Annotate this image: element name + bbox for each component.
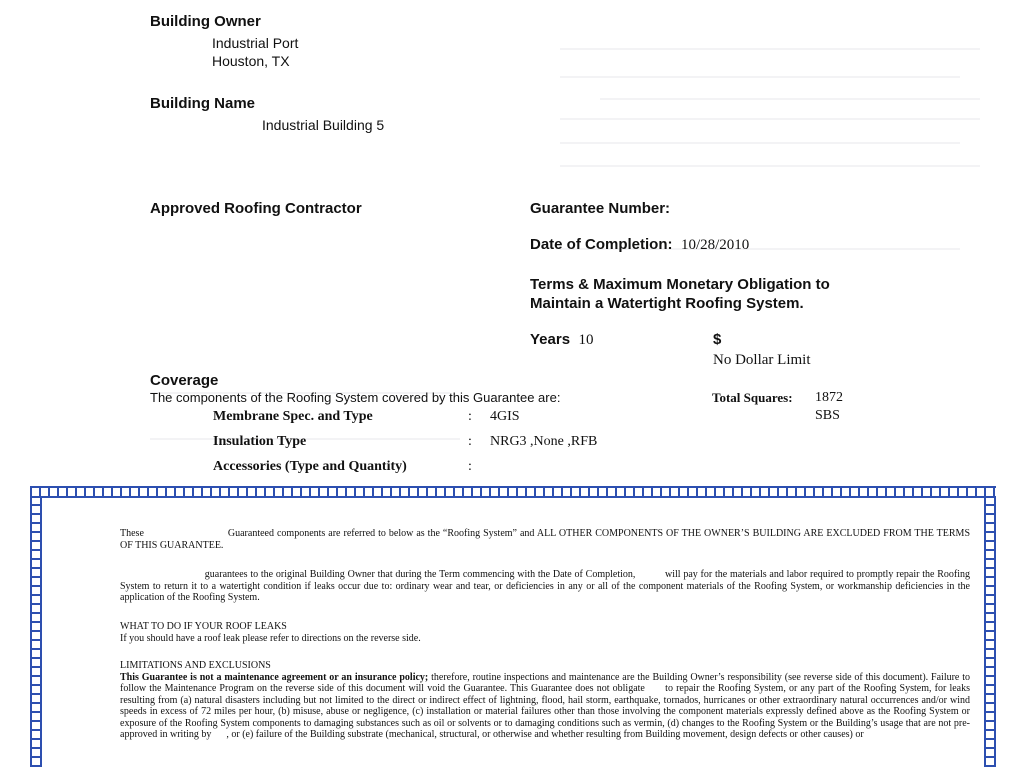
total-squares-unit: SBS — [815, 408, 840, 423]
p2-b: will pay for the materials and labor required to promptly repair the Roofing System to return it to a watertight condition if leaks occur due to: ordinary wear and tear, or deficiencies in any or all of the component materials of the Roofing System, or workmanship deficiencies in the application of the Roofing System. — [120, 569, 971, 603]
dollar-value: No Dollar Limit — [713, 352, 811, 368]
border-left — [30, 498, 42, 767]
building-owner-heading: Building Owner — [150, 13, 261, 30]
p2-a: guarantees to the original Building Owner that during the Term commencing with the Date of Completion, — [204, 569, 636, 580]
building-name-heading: Building Name — [150, 95, 256, 112]
p4-c: , or (e) failure of the Building substrate (mechanical, structural, or otherwise and whether resulting from Building movement, design defects or other causes) or — [226, 729, 864, 740]
contractor-heading: Approved Roofing Contractor — [150, 200, 362, 217]
insulation-label: Insulation Type — [213, 434, 307, 449]
terms-paragraph-2 — [120, 569, 970, 604]
terms-line1: Terms & Maximum Monetary Obligation to — [530, 276, 830, 293]
completion-value: 10/28/2010 — [680, 237, 750, 253]
membrane-value: 4GIS — [490, 409, 520, 424]
membrane-colon: : — [468, 409, 472, 424]
p1-b: Guaranteed components are referred to below as the “Roofing System” and ALL OTHER COMPONENTS OF THE OWNER’S BUILDING ARE EXCLUDED FROM THE TERMS OF THIS GUARANTEE. — [120, 528, 971, 551]
years-value: 10 — [578, 332, 594, 348]
coverage-heading: Coverage — [150, 372, 219, 389]
accessories-colon: : — [468, 459, 472, 474]
date-of-completion — [530, 236, 749, 254]
p4-a: therefore, routine inspections and maintenance are the Building Owner’s responsibility (see reverse side of this document). Failure to follow the Maintenance Program on the reverse side of this document will void the Guarantee. This Guarantee does not obligate — [120, 671, 971, 694]
guarantee-number-label: Guarantee Number: — [530, 200, 671, 217]
owner-address-line1: Industrial Port — [212, 35, 299, 51]
terms-paragraph-1 — [120, 528, 970, 551]
insulation-colon: : — [468, 434, 472, 449]
total-squares — [712, 390, 793, 406]
owner-address-line2: Houston, TX — [212, 53, 290, 69]
years — [530, 331, 594, 349]
insulation-value: NRG3 ,None ,RFB — [490, 434, 598, 449]
p1-a: These — [120, 528, 144, 539]
limitations-heading: LIMITATIONS AND EXCLUSIONS — [120, 660, 271, 671]
coverage-intro: The components of the Roofing System covered by this Guarantee are: — [150, 390, 561, 405]
border-right — [984, 498, 996, 767]
terms-line2: Maintain a Watertight Roofing System. — [530, 295, 804, 312]
years-label: Years — [530, 331, 571, 348]
total-squares-label: Total Squares: — [712, 390, 793, 405]
building-name-value: Industrial Building 5 — [262, 117, 385, 133]
leak-body: If you should have a roof leak please refer to directions on the reverse side. — [120, 632, 421, 644]
p4-b: to repair the Roofing System, or any part of the Roofing System, for leaks resulting from (a) natural disasters including but not limited to the direct or indirect effect of lightning, flood, hail storm, earthquake, tornados, hurricanes or other extraordinary natural occurrences and/or wind speeds in excess of 72 miles per hour, (b) misuse, abuse or negligence, (c) installation or material failures other than those involving the component materials expressly defined above as the Roofing System or exposure of the Roofing System components to damaging substances such as oil or solvents or to damaging conditions such as vermin, (d) changes to the Roofing System or the Building’s usage that are not pre-approved in writing by — [120, 683, 970, 740]
leak-heading: WHAT TO DO IF YOUR ROOF LEAKS — [120, 621, 287, 632]
not-maintenance-notice: This Guarantee is not a maintenance agreement or an insurance policy; — [120, 671, 429, 683]
terms-paragraph-3 — [120, 621, 970, 644]
completion-label: Date of Completion: — [530, 236, 673, 253]
membrane-label: Membrane Spec. and Type — [213, 409, 373, 424]
terms-paragraph-4 — [120, 660, 970, 741]
total-squares-value: 1872 — [815, 390, 843, 405]
border-top — [30, 486, 996, 498]
accessories-label: Accessories (Type and Quantity) — [213, 459, 407, 474]
dollar-label: $ — [713, 331, 722, 348]
